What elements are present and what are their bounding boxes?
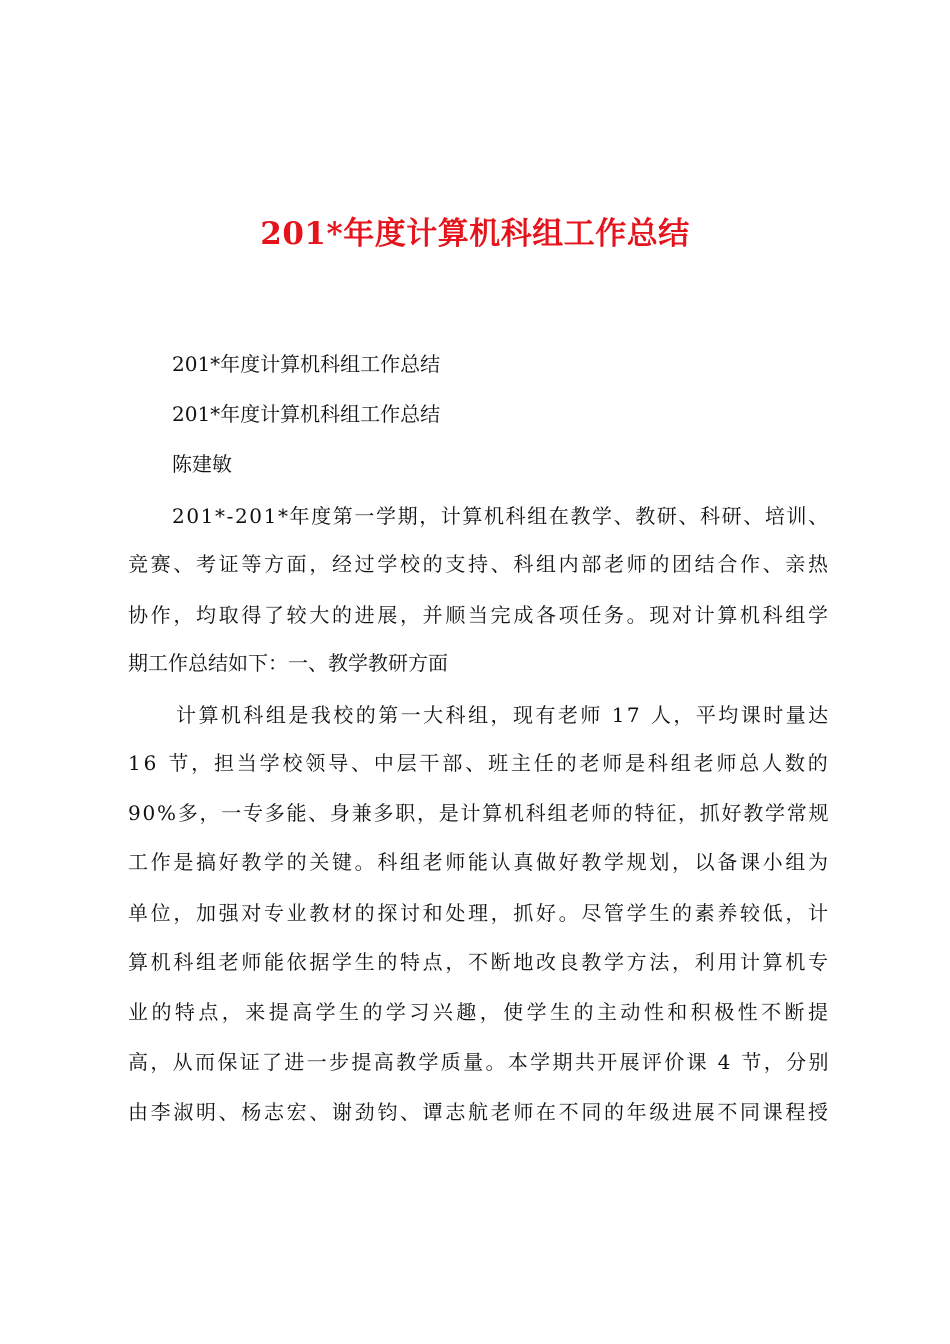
paragraph-2-line: 高，从而保证了进一步提高教学质量。本学期共开展评价课 4 节，分别: [128, 1050, 831, 1074]
paragraph-1-line: 竞赛、考证等方面，经过学校的支持、科组内部老师的团结合作、亲热: [128, 552, 831, 576]
subtitle-line: 201*年度计算机科组工作总结: [172, 402, 441, 426]
paragraph-2-line: 90%多，一专多能、身兼多职，是计算机科组老师的特征，抓好教学常规: [128, 801, 831, 825]
paragraph-2-line: 16 节，担当学校领导、中层干部、班主任的老师是科组老师总人数的: [128, 751, 831, 775]
paragraph-2-line: 计算机科组是我校的第一大科组，现有老师 17 人，平均课时量达: [176, 703, 831, 727]
paragraph-2-line: 由李淑明、杨志宏、谢劲钧、谭志航老师在不同的年级进展不同课程授: [128, 1100, 831, 1124]
paragraph-1-line: 协作，均取得了较大的进展，并顺当完成各项任务。现对计算机科组学: [128, 603, 831, 627]
paragraph-2-line: 业的特点，来提高学生的学习兴趣，使学生的主动性和积极性不断提: [128, 1000, 832, 1024]
paragraph-2-line: 工作是搞好教学的关键。科组老师能认真做好教学规划，以备课小组为: [128, 850, 831, 874]
paragraph-1-line: 期工作总结如下：一、教学教研方面: [128, 651, 448, 675]
author-line: 陈建敏: [172, 452, 232, 476]
paragraph-2-line: 单位，加强对专业教材的探讨和处理，抓好。尽管学生的素养较低，计: [128, 901, 831, 925]
paragraph-1-line: 201*-201*年度第一学期，计算机科组在教学、教研、科研、培训、: [172, 504, 830, 528]
document-title: 201*年度计算机科组工作总结: [260, 216, 690, 252]
subtitle-line: 201*年度计算机科组工作总结: [172, 352, 441, 376]
paragraph-2-line: 算机科组老师能依据学生的特点，不断地改良教学方法，利用计算机专: [128, 950, 831, 974]
